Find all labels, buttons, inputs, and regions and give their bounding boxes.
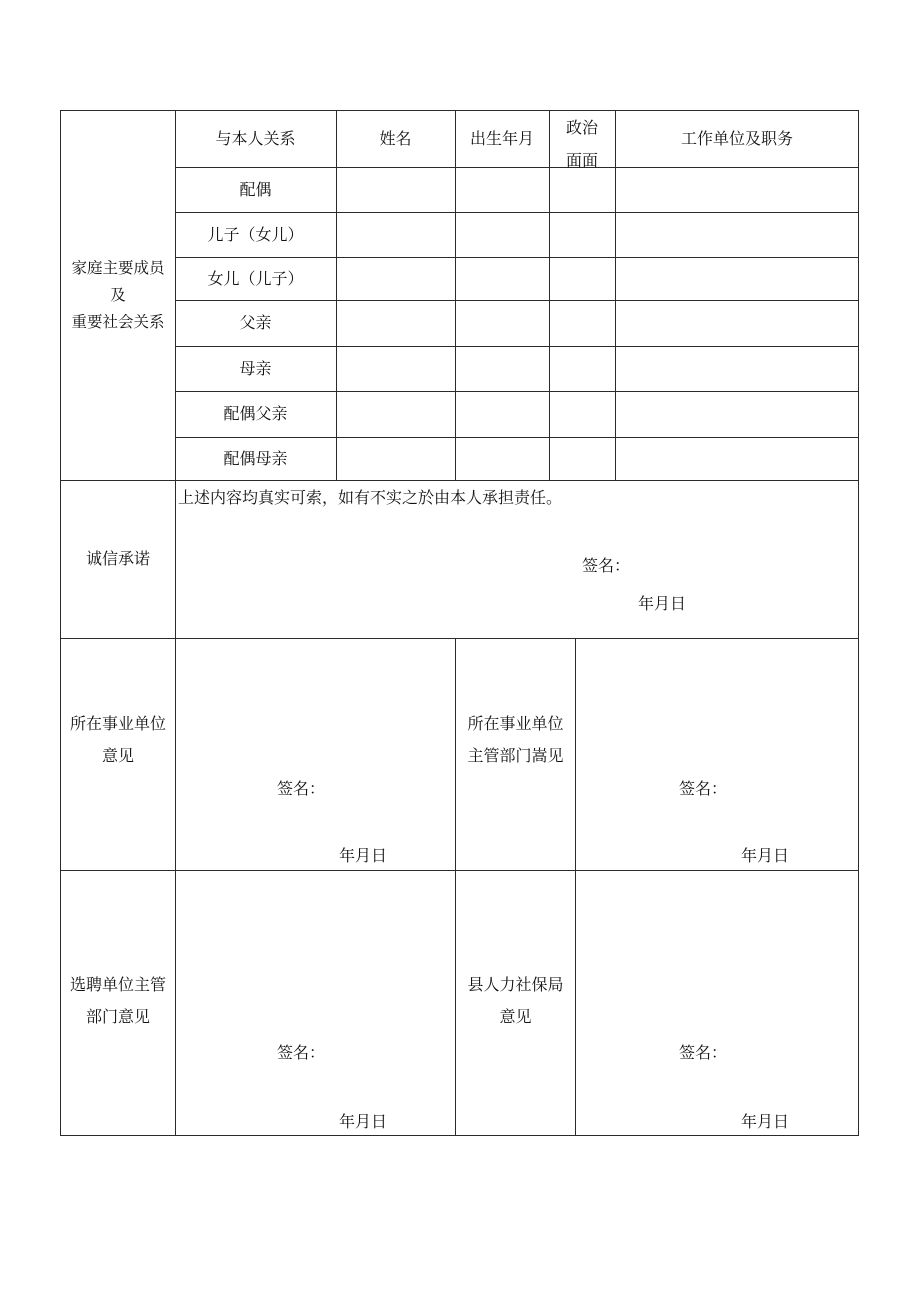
unit-opinion-signature: 签名： <box>277 779 326 798</box>
section-separator <box>60 480 859 481</box>
unit-opinion-date: 年月日 <box>339 846 388 865</box>
hiring-opinion-line-2: 部门意见 <box>85 1007 150 1026</box>
relation-spouse-father: 配偶父亲 <box>223 404 288 423</box>
hr-opinion-line-2: 意见 <box>499 1007 532 1026</box>
supervisor-opinion-date: 年月日 <box>741 846 790 865</box>
unit-opinion-label <box>60 638 176 870</box>
supervisor-opinion-signature: 签名： <box>679 779 728 798</box>
header-birth-date: 出生年月 <box>469 128 534 148</box>
supervisor-opinion-label <box>455 638 576 870</box>
family-label-line-3: 重要社会关系 <box>71 312 165 331</box>
integrity-date: 年月日 <box>638 594 687 613</box>
table-border-right <box>858 110 859 1136</box>
integrity-signature: 签名： <box>582 556 631 575</box>
header-name: 姓名 <box>379 128 412 148</box>
hiring-opinion-line-1: 选聘单位主管 <box>69 975 166 994</box>
relation-father: 父亲 <box>239 313 272 332</box>
supervisor-opinion-line-1: 所在事业单位 <box>467 714 564 733</box>
family-section-label <box>60 110 176 480</box>
header-political-line-1: 政治 <box>565 118 598 137</box>
header-relation: 与本人关系 <box>215 128 296 148</box>
unit-opinion-line-1: 所在事业单位 <box>69 714 166 733</box>
family-label-line-1: 家庭主要成员 <box>71 258 165 277</box>
header-political-status <box>549 110 615 170</box>
hiring-opinion-date: 年月日 <box>339 1112 388 1131</box>
relation-daughter: 女儿（儿子） <box>207 268 304 288</box>
hiring-opinion-signature: 签名： <box>277 1043 326 1062</box>
hr-opinion-signature: 签名： <box>679 1043 728 1062</box>
unit-opinion-line-2: 意见 <box>101 746 134 765</box>
supervisor-opinion-line-2: 主管部门嵩见 <box>467 746 564 765</box>
header-political-line-2: 面面 <box>565 151 598 170</box>
hr-opinion-date: 年月日 <box>741 1112 790 1131</box>
hr-bureau-opinion-label <box>455 870 576 1136</box>
hiring-unit-opinion-label <box>60 870 176 1136</box>
integrity-statement: 上述内容均真实可索，如有不实之於由本人承担责任。 <box>178 488 563 507</box>
header-work-unit: 工作单位及职务 <box>680 128 793 148</box>
relation-spouse-mother: 配偶母亲 <box>223 448 288 468</box>
family-label-line-2: 及 <box>110 285 126 304</box>
relation-mother: 母亲 <box>239 358 272 378</box>
relation-spouse: 配偶 <box>239 179 272 199</box>
relation-son: 儿子（女儿） <box>207 224 304 244</box>
hr-opinion-line-1: 县人力社保局 <box>467 975 564 994</box>
integrity-label: 诚信承诺 <box>85 549 150 568</box>
